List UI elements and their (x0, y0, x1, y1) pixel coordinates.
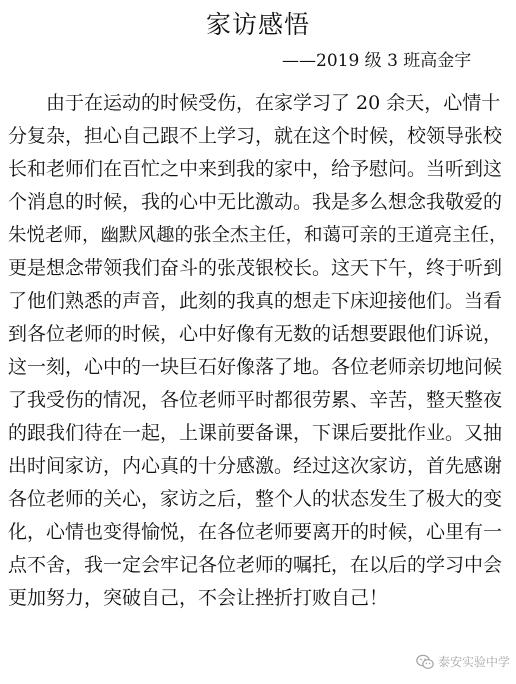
wechat-icon (416, 654, 434, 670)
watermark (416, 653, 510, 670)
body-line: 点不舍，我一定会牢记各位老师的嘱托，在以后的学习中会 (8, 554, 503, 576)
body-line: 了他们熟悉的声音，此刻的我真的想走下床迎接他们。当看 (8, 290, 503, 312)
author-byline: ——2019 级 3 班高金宇 (282, 51, 472, 71)
body-line: 分复杂，担心自己跟不上学习，就在这个时候，校领导张校 (8, 125, 503, 147)
body-line: 更是想念带领我们奋斗的张茂银校长。这天下午，终于听到 (8, 257, 503, 279)
body-line: 朱悦老师，幽默风趣的张全杰主任，和蔼可亲的王道亮主任， (8, 225, 508, 246)
body-line: 更加努力，突破自己，不会让挫折打败自己！ (8, 587, 389, 609)
body-line: 个消息的时候，我的心中无比激动。我是多么想念我敬爱的 (8, 191, 503, 213)
watermark-text: 泰安实验中学 (437, 655, 510, 669)
document-title: 家访感悟 (205, 10, 310, 39)
document-body (8, 87, 513, 615)
body-line: 化，心情也变得愉悦，在各位老师要离开的时候，心里有一 (8, 521, 503, 543)
body-line: 的跟我们待在一起，上课前要备课，下课后要批作业。又抽 (8, 422, 503, 444)
body-line: 出时间家访，内心真的十分感激。经过这次家访，首先感谢 (8, 455, 503, 477)
body-line: 各位老师的关心，家访之后，整个人的状态发生了极大的变 (8, 488, 503, 510)
body-line: 到各位老师的时候，心中好像有无数的话想要跟他们诉说， (8, 323, 503, 345)
body-line: 由于在运动的时候受伤，在家学习了 20 余天，心情十 (46, 92, 501, 114)
body-line: 了我受伤的情况，各位老师平时都很劳累、辛苦，整天整夜 (8, 389, 503, 411)
body-line: 长和老师们在百忙之中来到我的家中，给予慰问。当听到这 (8, 158, 503, 180)
body-line: 这一刻，心中的一块巨石好像落了地。各位老师亲切地问候 (8, 356, 503, 378)
